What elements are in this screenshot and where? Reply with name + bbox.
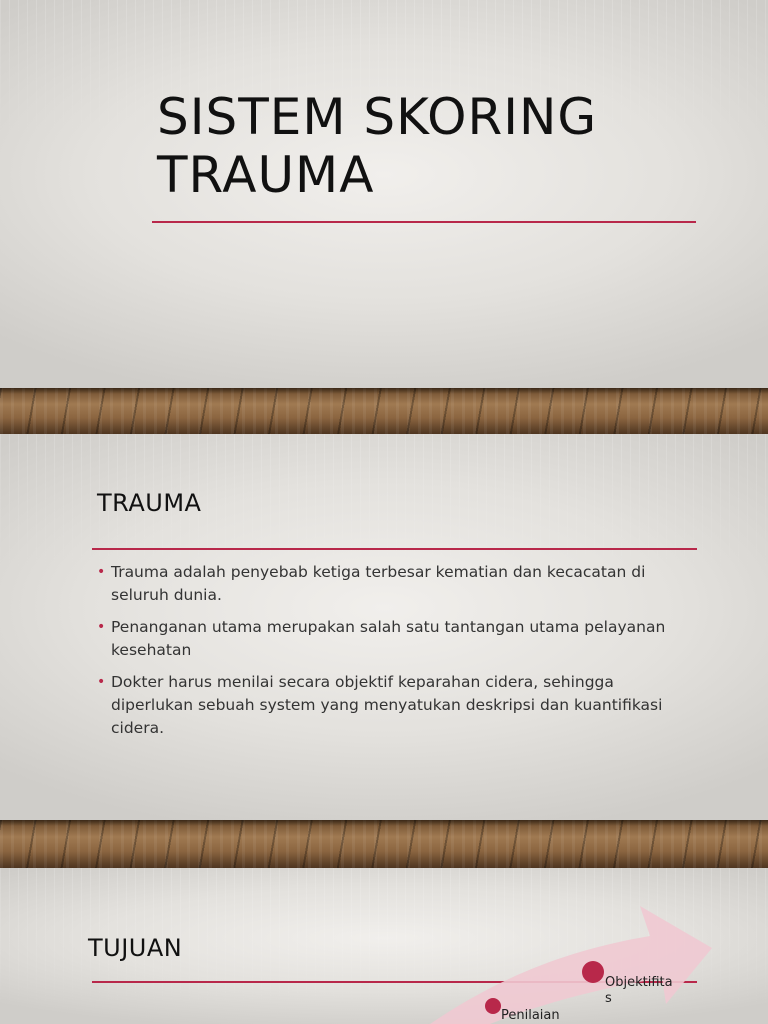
list-item: [97, 561, 697, 607]
wood-floor: [0, 388, 768, 434]
bullet-text: Trauma adalah penyebab ketiga terbesar kematian dan kecacatan di seluruh dunia.: [111, 563, 646, 604]
list-item: [97, 671, 697, 740]
bullet-text: Penanganan utama merupakan salah satu tantangan utama pelayanan kesehatan: [111, 618, 666, 659]
list-item: [97, 616, 697, 662]
wood-floor: [0, 820, 768, 868]
slide-1: [0, 0, 768, 388]
title-divider: [152, 221, 696, 223]
slide-title: SISTEM SKORING TRAUMA: [157, 88, 598, 204]
node-label-objektifitas: Objektifitas: [605, 975, 673, 1006]
node-label-penilaian: Penilaian: [501, 1008, 560, 1023]
heading-divider: [92, 548, 697, 550]
bullet-icon: •: [97, 564, 106, 580]
bullet-icon: •: [97, 674, 106, 690]
timeline-node-penilaian: [485, 998, 501, 1014]
bullet-text: Dokter harus menilai secara objektif keparahan cidera, sehingga diperlukan sebuah system yang menyatukan deskripsi dan kuantifikasi cidera.: [111, 673, 663, 737]
timeline-node-objektifitas: [582, 961, 604, 983]
bullet-list: [97, 561, 697, 749]
slide-heading-trauma: TRAUMA: [97, 489, 202, 517]
bullet-icon: •: [97, 619, 106, 635]
slide-heading-tujuan: TUJUAN: [88, 934, 183, 962]
